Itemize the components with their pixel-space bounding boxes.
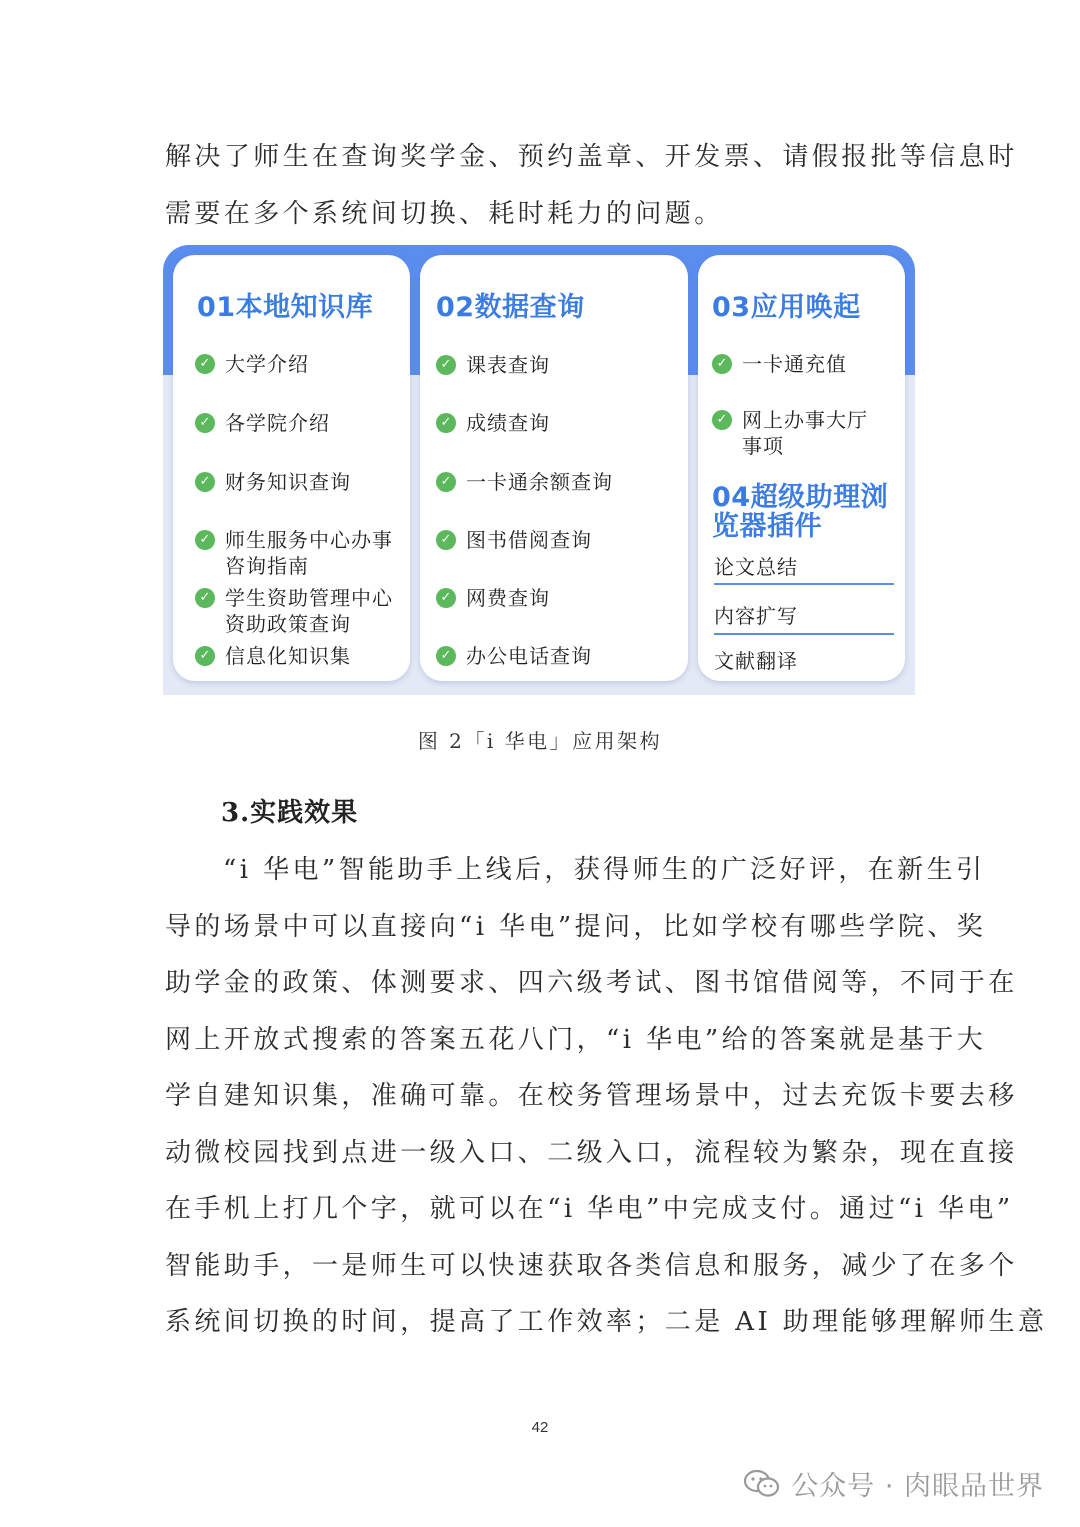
body-paragraph: [165, 842, 1048, 1351]
item-label: 财务知识查询: [225, 470, 351, 494]
list-item: [195, 410, 330, 436]
paragraph-line: 动微校园找到点进一级入口、二级入口，流程较为繁杂，现在直接: [165, 1137, 1018, 1168]
list-item: [436, 352, 550, 378]
plugin-item: 内容扩写: [714, 604, 798, 628]
list-item: [195, 643, 351, 669]
architecture-figure: [163, 245, 915, 695]
paragraph-line: 在手机上打几个字，就可以在“i 华电”中完成支付。通过“i 华电”: [165, 1194, 1014, 1224]
item-label: 成绩查询: [466, 411, 550, 435]
paragraph-line: 智能助手，一是师生可以快速获取各类信息和服务，减少了在多个: [165, 1250, 1018, 1281]
paragraph-line: 需要在多个系统间切换、耗时耗力的问题。: [165, 198, 724, 229]
figure-caption: 图 2「i 华电」应用架构: [417, 729, 663, 753]
card-subtitle-browser-plugin: 04超级助理浏览器插件: [712, 482, 889, 542]
list-item: [436, 527, 592, 553]
list-item: [436, 643, 592, 669]
check-icon: ✓: [436, 413, 456, 433]
list-item: [195, 351, 309, 377]
list-item: [712, 407, 882, 459]
plugin-item: 文献翻译: [714, 649, 798, 673]
list-item: [436, 410, 550, 436]
item-label: 网费查询: [466, 586, 550, 610]
check-icon: ✓: [436, 530, 456, 550]
check-icon: ✓: [436, 472, 456, 492]
list-item: [195, 585, 395, 637]
item-label: 一卡通充值: [742, 352, 847, 376]
item-label: 师生服务中心办事咨询指南: [225, 528, 393, 578]
list-item: [195, 527, 395, 579]
check-icon: ✓: [195, 413, 215, 433]
item-label: 课表查询: [466, 353, 550, 377]
intro-paragraph: [165, 129, 1018, 242]
check-icon: ✓: [436, 355, 456, 375]
item-label: 各学院介绍: [225, 411, 330, 435]
check-icon: ✓: [195, 588, 215, 608]
plugin-item: 论文总结: [714, 555, 798, 579]
paragraph-line: 网上开放式搜索的答案五花八门，“i 华电”给的答案就是基于大: [165, 1024, 987, 1055]
paragraph-line: 解决了师生在查询奖学金、预约盖章、开发票、请假报批等信息时: [165, 142, 1018, 172]
item-label: 大学介绍: [225, 352, 309, 376]
paragraph-line: 导的场景中可以直接向“i 华电”提问，比如学校有哪些学院、奖: [165, 911, 987, 942]
watermark-text: 公众号 · 肉眼品世界: [791, 1471, 1044, 1502]
item-label: 学生资助管理中心资助政策查询: [225, 586, 393, 636]
page-number: 42: [531, 1419, 549, 1436]
wechat-icon: [743, 1468, 781, 1500]
item-label: 信息化知识集: [225, 644, 351, 668]
paragraph-line: 助学金的政策、体测要求、四六级考试、图书馆借阅等，不同于在: [165, 968, 1018, 998]
item-label: 一卡通余额查询: [466, 470, 613, 494]
list-item: [436, 469, 613, 495]
card-title: 01本地知识库: [197, 292, 374, 323]
check-icon: ✓: [712, 354, 732, 374]
list-item: [436, 585, 550, 611]
list-item: [712, 351, 847, 377]
check-icon: ✓: [436, 588, 456, 608]
check-icon: ✓: [195, 530, 215, 550]
list-item: [195, 469, 351, 495]
item-label: 网上办事大厅事项: [742, 408, 868, 458]
card-title: 03应用唤起: [712, 292, 861, 323]
paragraph-line: 学自建知识集，准确可靠。在校务管理场景中，过去充饭卡要去移: [165, 1081, 1018, 1111]
check-icon: ✓: [195, 472, 215, 492]
section-heading: 3.实践效果: [221, 798, 359, 828]
divider: [714, 583, 894, 585]
card-title: 02数据查询: [436, 292, 585, 323]
item-label: 办公电话查询: [466, 644, 592, 668]
watermark: [743, 1464, 1044, 1503]
check-icon: ✓: [195, 354, 215, 374]
item-label: 图书借阅查询: [466, 528, 592, 552]
divider: [714, 633, 894, 635]
card-app-invoke: [698, 255, 905, 681]
check-icon: ✓: [195, 646, 215, 666]
check-icon: ✓: [712, 410, 732, 430]
paragraph-line: “i 华电”智能助手上线后，获得师生的广泛好评，在新生引: [223, 855, 986, 885]
check-icon: ✓: [436, 646, 456, 666]
paragraph-line: 系统间切换的时间，提高了工作效率；二是 AI 助理能够理解师生意: [165, 1307, 1048, 1337]
card-data-query: [420, 255, 688, 681]
card-local-knowledge: [173, 255, 410, 681]
